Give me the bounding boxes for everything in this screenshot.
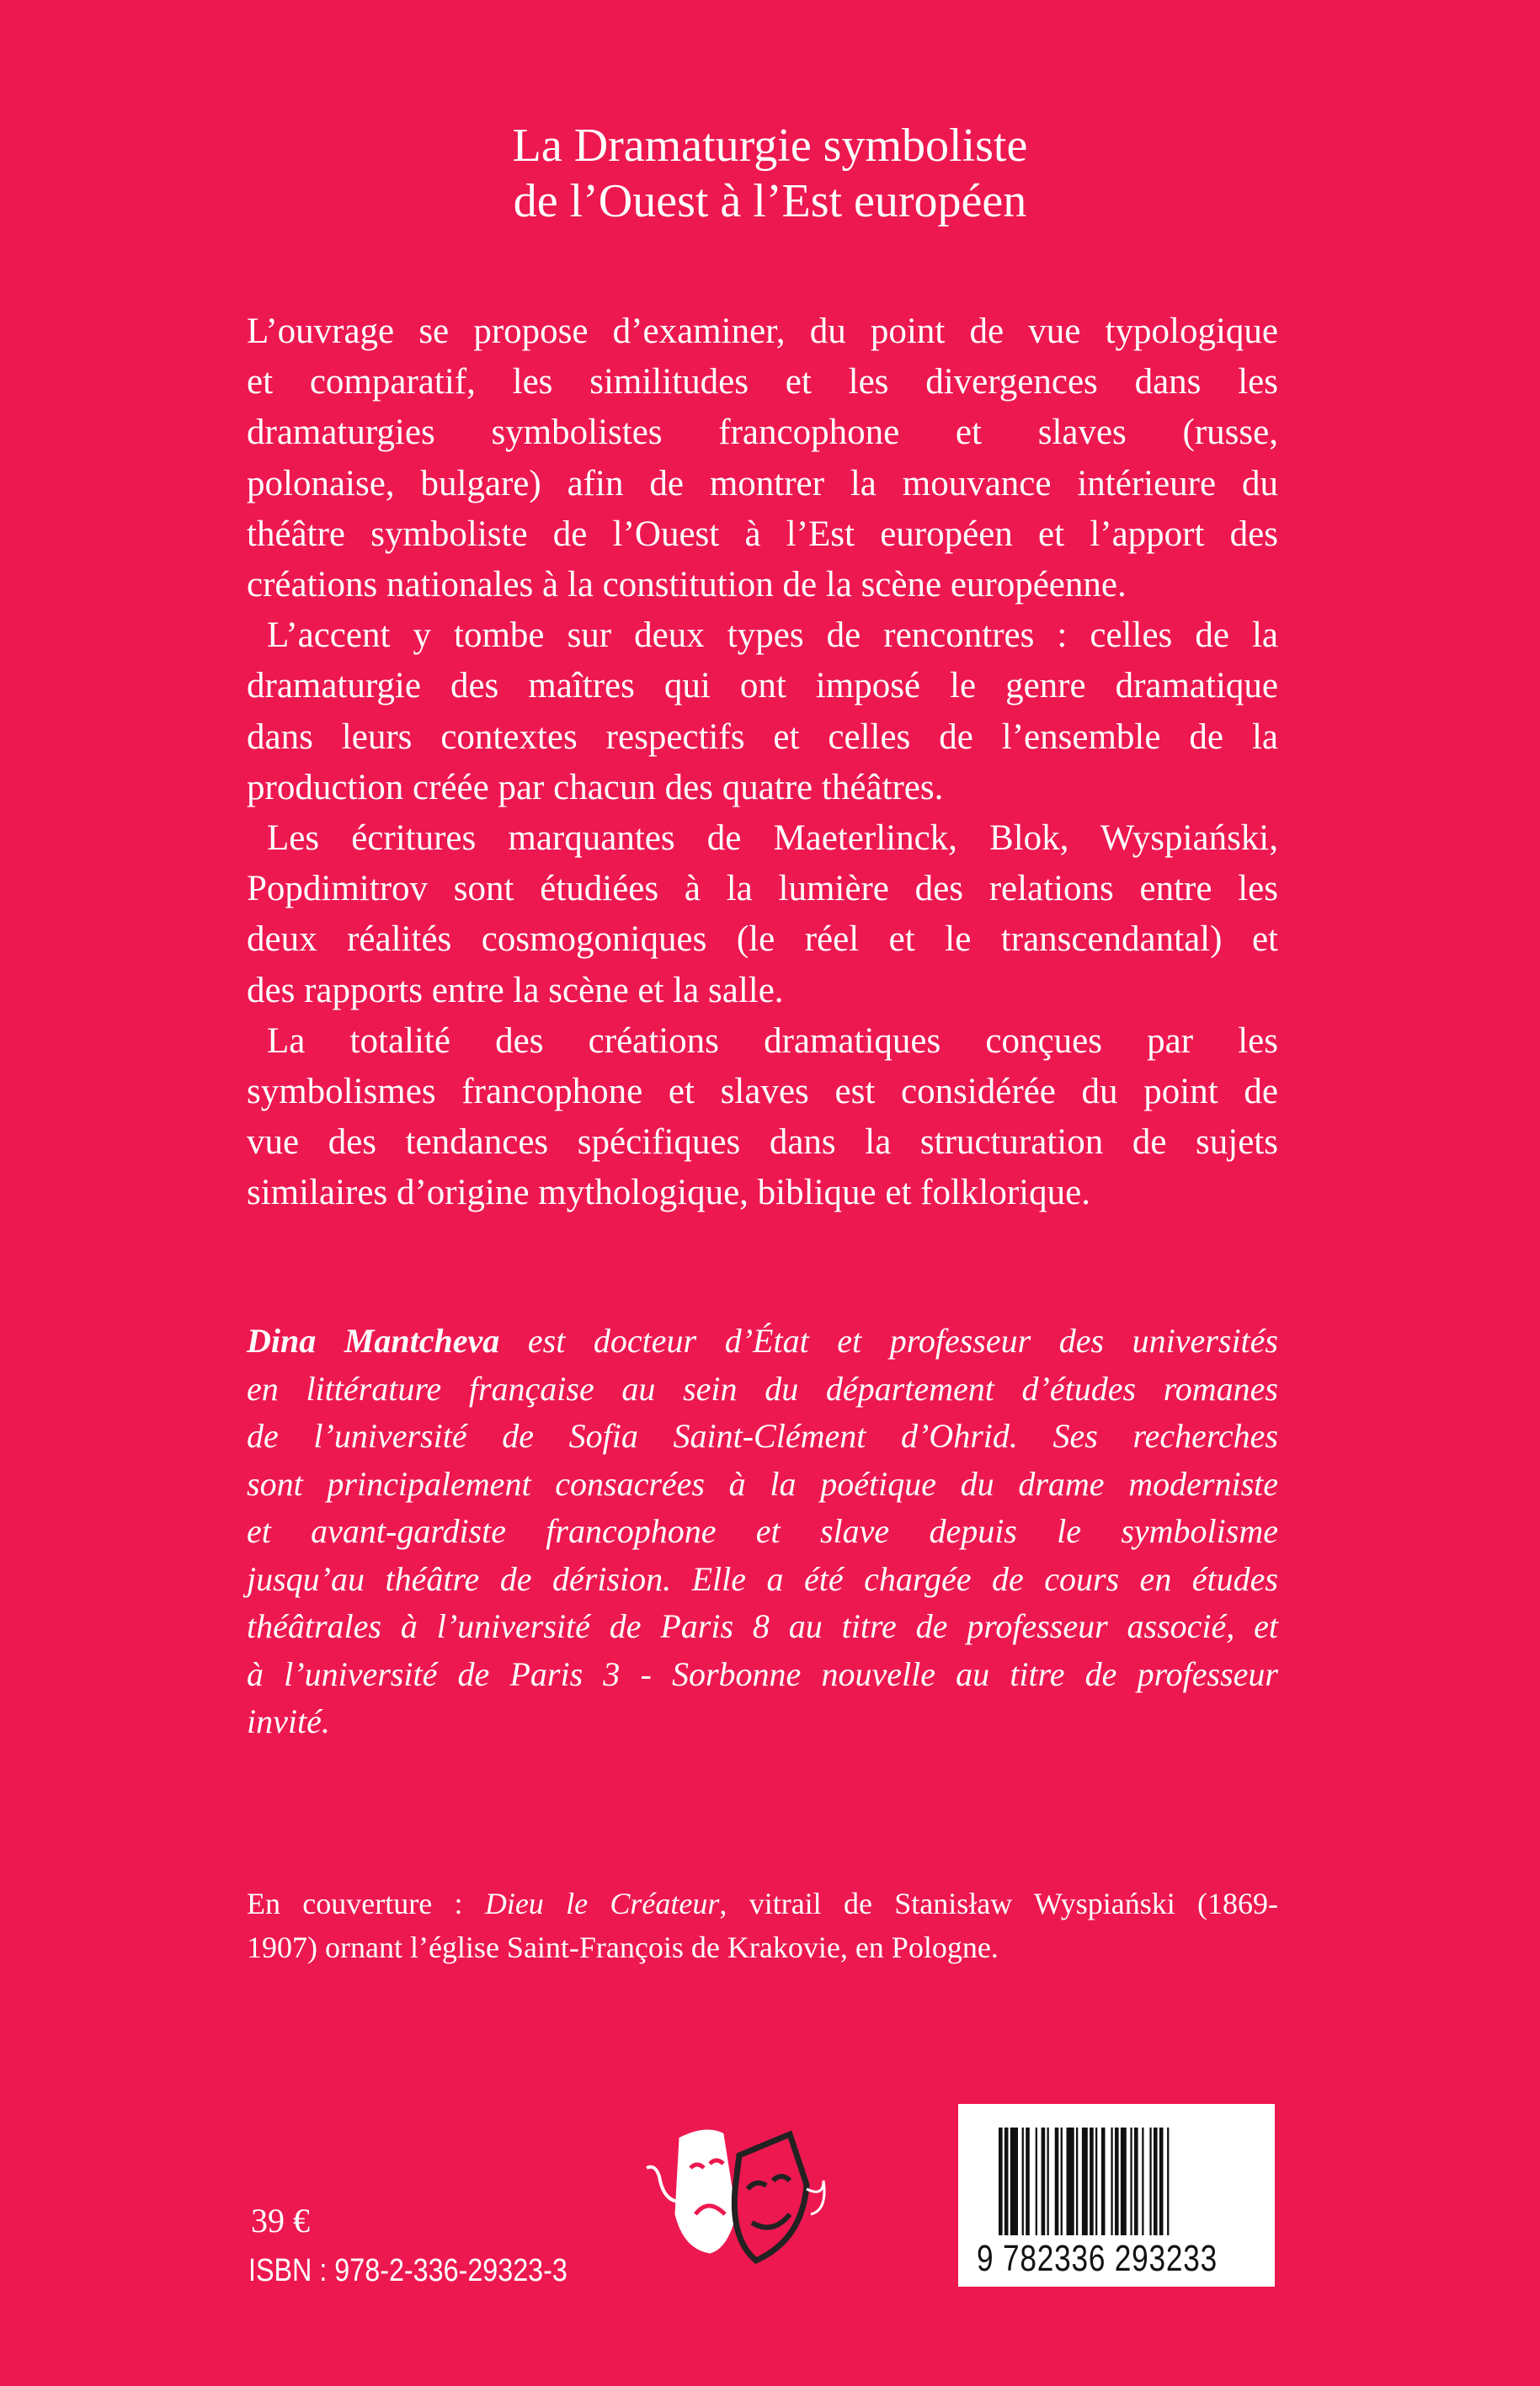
paragraph-2-line: production créée par chacun des quatre théâtres.	[247, 767, 944, 807]
isbn: ISBN : 978-2-336-29323-3	[248, 2253, 568, 2288]
theatre-masks-logo	[630, 2122, 840, 2269]
paragraph-3-line: deux réalités cosmogoniques (le réel et le transcendantal) et	[247, 919, 1278, 960]
paragraph-3-line: Les écritures marquantes de Maeterlinck, Blok, Wyspiański,	[267, 818, 1278, 859]
paragraph-3-line: des rapports entre la scène et la salle.	[247, 970, 784, 1010]
title-line-2: de l’Ouest à l’Est européen	[513, 175, 1027, 227]
credit-line-2: 1907) ornant l’église Saint-François de Krakovie, en Pologne.	[247, 1931, 999, 1964]
bio-line: en littérature française au sein du département d’études romanes	[247, 1369, 1278, 1408]
cover-credit	[247, 1882, 1278, 1969]
paragraph-2-line: L’accent y tombe sur deux types de rencontres : celles de la	[267, 615, 1278, 656]
paragraph-1-line: théâtre symboliste de l’Ouest à l’Est européen et l’apport des	[247, 514, 1278, 554]
barcode	[958, 2104, 1275, 2287]
author-bio	[247, 1318, 1278, 1746]
paragraph-4-line: vue des tendances spécifiques dans la structuration de sujets	[247, 1122, 1278, 1163]
bio-line: théâtrales à l’université de Paris 8 au titre de professeur associé, et	[247, 1607, 1278, 1645]
bio-line: invité.	[247, 1702, 330, 1740]
paragraph-2-line: dans leurs contextes respectifs et celles de l’ensemble de la	[247, 716, 1278, 757]
paragraph-1-line: créations nationales à la constitution de la scène européenne.	[247, 565, 1127, 605]
paragraph-4-line: La totalité des créations dramatiques conçues par les	[267, 1020, 1278, 1061]
credit-prefix: En couverture :	[247, 1887, 485, 1920]
paragraph-4-line: symbolismes francophone et slaves est considérée du point de	[247, 1072, 1278, 1112]
credit-work-title: Dieu le Créateur	[484, 1887, 720, 1920]
book-title	[0, 118, 1540, 229]
author-name: Dina Mantcheva	[247, 1322, 500, 1360]
paragraph-1-line: et comparatif, les similitudes et les divergences dans les	[247, 362, 1278, 402]
bio-line: de l’université de Sofia Saint-Clément d’Ohrid. Ses recherches	[247, 1417, 1278, 1455]
paragraph-2-line: dramaturgie des maîtres qui ont imposé le genre dramatique	[247, 666, 1278, 706]
credit-rest: , vitrail de Stanisław Wyspiański (1869-	[719, 1887, 1279, 1920]
paragraph-4-line: similaires d’origine mythologique, biblique et folklorique.	[247, 1173, 1090, 1213]
bio-line: sont principalement consacrées à la poétique du drame moderniste	[247, 1464, 1278, 1503]
bio-line: à l’université de Paris 3 - Sorbonne nouvelle au titre de professeur	[247, 1654, 1278, 1693]
bio-line: et avant-gardiste francophone et slave depuis le symbolisme	[247, 1512, 1278, 1550]
summary-text	[247, 306, 1278, 1219]
paragraph-1-line: polonaise, bulgare) afin de montrer la mouvance intérieure du	[247, 463, 1278, 503]
barcode-number: 9 782336 293233	[977, 2238, 1218, 2279]
bio-line: est docteur d’État et professeur des universités	[499, 1322, 1278, 1360]
bio-line: jusqu’au théâtre de dérision. Elle a été chargée de cours en études	[247, 1559, 1278, 1598]
price: 39 €	[251, 2202, 310, 2240]
paragraph-1-line: dramaturgies symbolistes francophone et slaves (russe,	[247, 413, 1278, 453]
paragraph-1-line: L’ouvrage se propose d’examiner, du point de vue typologique	[247, 312, 1278, 351]
title-line-1: La Dramaturgie symboliste	[512, 120, 1028, 172]
paragraph-3-line: Popdimitrov sont étudiées à la lumière des relations entre les	[247, 869, 1278, 909]
